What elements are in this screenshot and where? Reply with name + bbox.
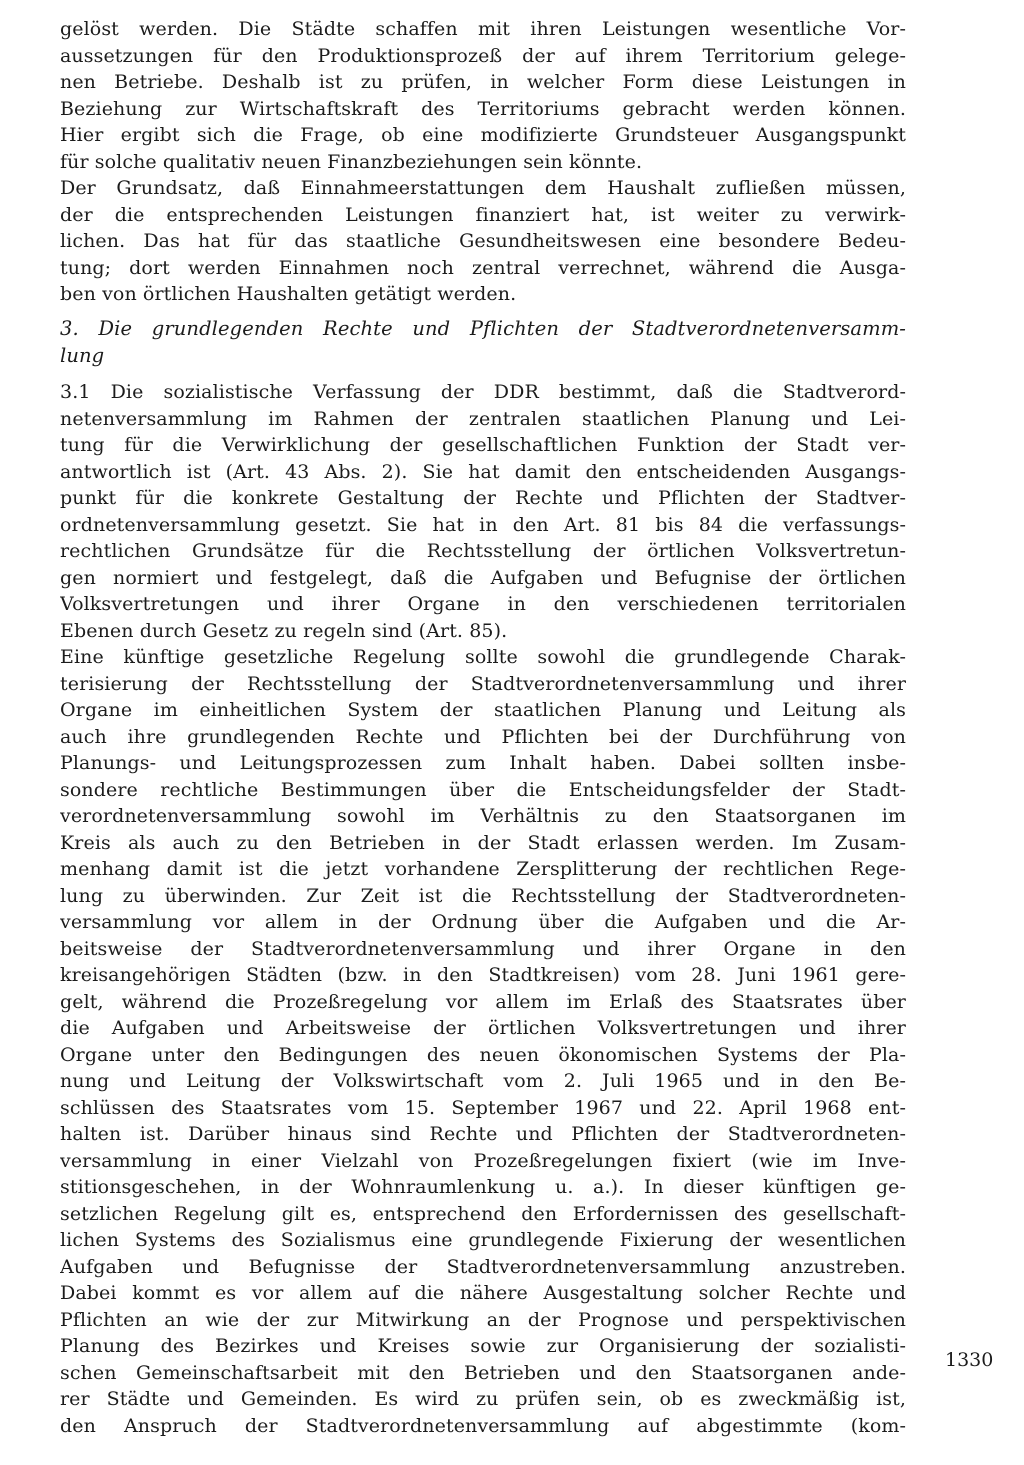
text-line: Planung des Bezirkes und Kreises sowie zur Organisierung der sozialisti- <box>60 1335 906 1357</box>
text-line: verordnetenversammlung sowohl im Verhältnis zu den Staatsorganen im <box>60 805 906 827</box>
paragraph-1 <box>60 16 906 175</box>
text-line: gelöst werden. Die Städte schaffen mit ihren Leistungen wesentliche Vor- <box>60 18 906 40</box>
text-line: versammlung vor allem in der Ordnung über die Aufgaben und die Ar- <box>60 911 906 933</box>
text-line: nen Betriebe. Deshalb ist zu prüfen, in welcher Form diese Leistungen in <box>60 71 906 93</box>
text-line: Volksvertretungen und ihrer Organe in den verschiedenen territorialen <box>60 593 906 615</box>
text-line: Aufgaben und Befugnisse der Stadtverordnetenversammlung anzustreben. <box>60 1255 906 1278</box>
text-line: schlüssen des Staatsrates vom 15. September 1967 und 22. April 1968 ent- <box>60 1096 906 1119</box>
paragraph-4 <box>60 644 906 1439</box>
section-heading <box>60 316 906 369</box>
text-line: nung und Leitung der Volkswirtschaft vom 2. Juli 1965 und in den Be- <box>60 1070 906 1092</box>
text-line: menhang damit ist die jetzt vorhandene Zersplitterung der rechtlichen Rege- <box>60 858 906 880</box>
text-line: rer Städte und Gemeinden. Es wird zu prüfen sein, ob es zweckmäßig ist, <box>60 1388 906 1410</box>
heading-line: 3. Die grundlegenden Rechte und Pflichten der Stadtverordnetenversamm- <box>60 317 906 340</box>
text-line: ordnetenversammlung gesetzt. Sie hat in den Art. 81 bis 84 die verfassungs- <box>60 513 906 536</box>
text-line: beitsweise der Stadtverordnetenversammlung und ihrer Organe in den <box>60 937 906 960</box>
text-line: Der Grundsatz, daß Einnahmeerstattungen dem Haushalt zufließen müssen, <box>60 177 906 199</box>
text-line: terisierung der Rechtsstellung der Stadtverordnetenversammlung und ihrer <box>60 672 906 695</box>
text-line: antwortlich ist (Art. 43 Abs. 2). Sie hat damit den entscheidenden Ausgangs- <box>60 460 906 483</box>
text-line: tung; dort werden Einnahmen noch zentral verrechnet, während die Ausga- <box>60 256 906 279</box>
text-line: ben von örtlichen Haushalten getätigt werden. <box>60 283 517 305</box>
text-line: den Anspruch der Stadtverordnetenversammlung auf abgestimmte (kom- <box>60 1414 906 1437</box>
paragraph-2 <box>60 175 906 308</box>
text-line: auch ihre grundlegenden Rechte und Pflichten bei der Durchführung von <box>60 725 906 748</box>
page-number: 1330 <box>945 1349 994 1371</box>
text-line: Ebenen durch Gesetz zu regeln sind (Art. 85). <box>60 619 508 642</box>
text-line: tung für die Verwirklichung der gesellschaftlichen Funktion der Stadt ver- <box>60 434 906 456</box>
text-line: Organe unter den Bedingungen des neuen ökonomischen Systems der Pla- <box>60 1043 906 1066</box>
text-line: lung zu überwinden. Zur Zeit ist die Rechtsstellung der Stadtverordneten- <box>60 884 906 907</box>
text-line: Hier ergibt sich die Frage, ob eine modifizierte Grundsteuer Ausgangspunkt <box>60 124 906 146</box>
text-line: netenversammlung im Rahmen der zentralen staatlichen Planung und Lei- <box>60 407 906 430</box>
text-line: kreisangehörigen Städten (bzw. in den Stadtkreisen) vom 28. Juni 1961 gere- <box>60 964 906 986</box>
text-line: halten ist. Darüber hinaus sind Rechte und Pflichten der Stadtverordneten- <box>60 1123 906 1145</box>
text-line: Kreis als auch zu den Betrieben in der Stadt erlassen werden. Im Zusam- <box>60 831 906 854</box>
text-line: aussetzungen für den Produktionsprozeß der auf ihrem Territorium gelege- <box>60 44 906 67</box>
text-line: Planungs- und Leitungsprozessen zum Inhalt haben. Dabei sollten insbe- <box>60 752 906 774</box>
text-line: Pflichten an wie der zur Mitwirkung an der Prognose und perspektivischen <box>60 1308 906 1331</box>
text-line: stitionsgeschehen, in der Wohnraumlenkung u. a.). In dieser künftigen ge- <box>60 1176 906 1198</box>
text-line: Dabei kommt es vor allem auf die nähere Ausgestaltung solcher Rechte und <box>60 1282 906 1304</box>
heading-line: lung <box>60 343 105 367</box>
text-line: schen Gemeinschaftsarbeit mit den Betrieben und den Staatsorganen ande- <box>60 1361 906 1384</box>
paragraph-3 <box>60 379 906 644</box>
text-block-top <box>60 16 906 308</box>
text-block-bottom <box>60 379 906 1439</box>
text-line: punkt für die konkrete Gestaltung der Rechte und Pflichten der Stadtver- <box>60 487 906 509</box>
text-line: lichen Systems des Sozialismus eine grundlegende Fixierung der wesentlichen <box>60 1229 906 1251</box>
text-line: setzlichen Regelung gilt es, entsprechend den Erfordernissen des gesellschaft- <box>60 1202 906 1225</box>
text-line: gen normiert und festgelegt, daß die Aufgaben und Befugnise der örtlichen <box>60 566 906 589</box>
text-line: gelt, während die Prozeßregelung vor allem im Erlaß des Staatsrates über <box>60 990 906 1013</box>
text-line: rechtlichen Grundsätze für die Rechtsstellung der örtlichen Volksvertretun- <box>60 540 906 562</box>
text-line: Eine künftige gesetzliche Regelung sollte sowohl die grundlegende Charak- <box>60 646 906 668</box>
text-line: die Aufgaben und Arbeitsweise der örtlichen Volksvertretungen und ihrer <box>60 1017 906 1039</box>
text-line: Beziehung zur Wirtschaftskraft des Territoriums gebracht werden können. <box>60 97 906 120</box>
text-line: versammlung in einer Vielzahl von Prozeßregelungen fixiert (wie im Inve- <box>60 1149 906 1172</box>
text-line: lichen. Das hat für das staatliche Gesundheitswesen eine besondere Bedeu- <box>60 230 906 252</box>
text-line: 3.1 Die sozialistische Verfassung der DDR bestimmt, daß die Stadtverord- <box>60 381 906 403</box>
text-line: sondere rechtliche Bestimmungen über die Entscheidungsfelder der Stadt- <box>60 778 906 801</box>
text-line: für solche qualitativ neuen Finanzbeziehungen sein könnte. <box>60 150 643 173</box>
text-line: Organe im einheitlichen System der staatlichen Planung und Leitung als <box>60 699 906 721</box>
text-line: der die entsprechenden Leistungen finanziert hat, ist weiter zu verwirk- <box>60 203 906 226</box>
